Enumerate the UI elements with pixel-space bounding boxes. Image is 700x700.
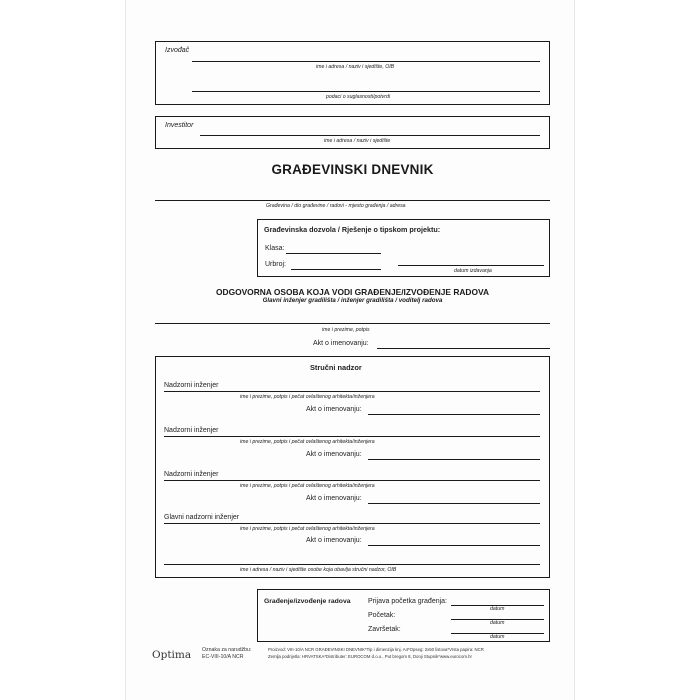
contractor-box (155, 41, 550, 105)
contractor-consent-caption: podaci o suglasnosti/potvrdi (326, 94, 391, 100)
chief-supervisor-line[interactable] (164, 523, 540, 524)
brand-logo (152, 649, 191, 661)
chief-supervisor-label: Glavni nadzorni inženjer (164, 514, 240, 521)
supervisor-3-label: Nadzorni inženjer (164, 471, 219, 478)
chief-supervisor-appointment-label: Akt o imenovanju: (306, 537, 362, 544)
supervision-heading: Stručni nadzor (310, 363, 362, 372)
permit-heading: Građevinska dozvola / Rješenje o tipskom projektu: (264, 225, 441, 234)
contractor-name-line[interactable] (192, 61, 540, 62)
permit-date-caption: datum izdavanja (454, 268, 492, 274)
product-line-1: Proizvod: VIII-10/A NCR GRAĐEVINSKI DNEVNIK*Tip i dimenzija knj. A4*Opseg: 2x50 listova*Vrsta papira: NCR (268, 647, 484, 652)
supervisor-1-line[interactable] (164, 391, 540, 392)
contractor-label: Izvođač (165, 47, 190, 54)
works-end-date-caption: datum (490, 634, 505, 640)
investor-name-caption: ime i adresa / naziv i sjedište (324, 138, 391, 144)
supervisor-3-caption: ime i prezime, potpis i pečat ovlaštenog arhitekta/inženjera (240, 483, 375, 489)
order-code: EC-VIII-10/A NCR (202, 654, 244, 660)
supervision-box (155, 356, 550, 578)
works-heading: Građenje/izvođenje radova (264, 598, 351, 605)
building-line[interactable] (155, 200, 550, 201)
supervisor-3-appointment-label: Akt o imenovanju: (306, 495, 362, 502)
permit-date-line[interactable] (398, 265, 544, 266)
supervisor-1-caption: ime i prezime, potpis i pečat ovlaštenog arhitekta/inženjera (240, 394, 375, 400)
chief-supervisor-appointment-line[interactable] (368, 545, 540, 546)
supervisor-2-label: Nadzorni inženjer (164, 427, 219, 434)
responsible-heading: ODGOVORNA OSOBA KOJA VODI GRAĐENJE/IZVOĐENJE RADOVA (216, 287, 489, 297)
chief-supervisor-caption: ime i prezime, potpis i pečat ovlaštenog arhitekta/inženjera (240, 526, 375, 532)
page-title: GRAĐEVINSKI DNEVNIK (271, 162, 434, 177)
supervision-entity-line[interactable] (164, 564, 540, 565)
responsible-appointment-label: Akt o imenovanju: (313, 340, 369, 347)
responsible-name-line[interactable] (155, 323, 550, 324)
contractor-name-caption: ime i adresa / naziv i sjedište, OIB (316, 64, 395, 70)
urbroj-line[interactable] (291, 269, 381, 270)
supervisor-1-appointment-line[interactable] (368, 414, 540, 415)
supervisor-1-appointment-label: Akt o imenovanju: (306, 406, 362, 413)
contractor-consent-line[interactable] (192, 91, 540, 92)
supervisor-2-appointment-label: Akt o imenovanju: (306, 451, 362, 458)
investor-name-line[interactable] (200, 135, 540, 136)
brand-name: Optima (152, 649, 192, 661)
supervisor-2-line[interactable] (164, 436, 540, 437)
supervisor-2-caption: ime i prezime, potpis i pečat ovlaštenog arhitekta/inženjera (240, 439, 375, 445)
responsible-subheading: Glavni inženjer gradilišta / inženjer gradilišta / voditelj radova (262, 297, 443, 304)
responsible-appointment-line[interactable] (377, 348, 550, 349)
works-box (257, 589, 550, 642)
klasa-label: Klasa: (265, 245, 285, 252)
investor-box (155, 116, 550, 149)
product-line-2: Zemlja podrijetla: HRVATSKA*Distributer: EUROCOM d.o.o., Put bregom 8, Donji Stupnik*www.eurocom.hr (268, 654, 472, 659)
building-caption: Građevina / dio građevine / radovi - mjesto građenja / adresa (266, 203, 406, 209)
order-label: Oznaka za narudžbu: (202, 647, 252, 653)
works-start-label: Početak: (368, 612, 396, 619)
works-report-date-caption: datum (490, 606, 505, 612)
klasa-line[interactable] (286, 253, 381, 254)
works-end-label: Završetak: (368, 626, 401, 633)
urbroj-label: Urbroj: (265, 261, 287, 268)
supervision-entity-caption: ime i adresa / naziv i sjedište osobe koja obavlja stručni nadzor, OIB (240, 567, 397, 573)
works-report-label: Prijava početka građenja: (368, 598, 447, 605)
supervisor-2-appointment-line[interactable] (368, 459, 540, 460)
permit-box (257, 219, 550, 277)
supervisor-3-line[interactable] (164, 480, 540, 481)
investor-label: Investitor (165, 122, 194, 129)
works-start-date-caption: datum (490, 620, 505, 626)
supervisor-3-appointment-line[interactable] (368, 503, 540, 504)
supervisor-1-label: Nadzorni inženjer (164, 382, 219, 389)
responsible-name-caption: ime i prezime, potpis (322, 327, 370, 333)
